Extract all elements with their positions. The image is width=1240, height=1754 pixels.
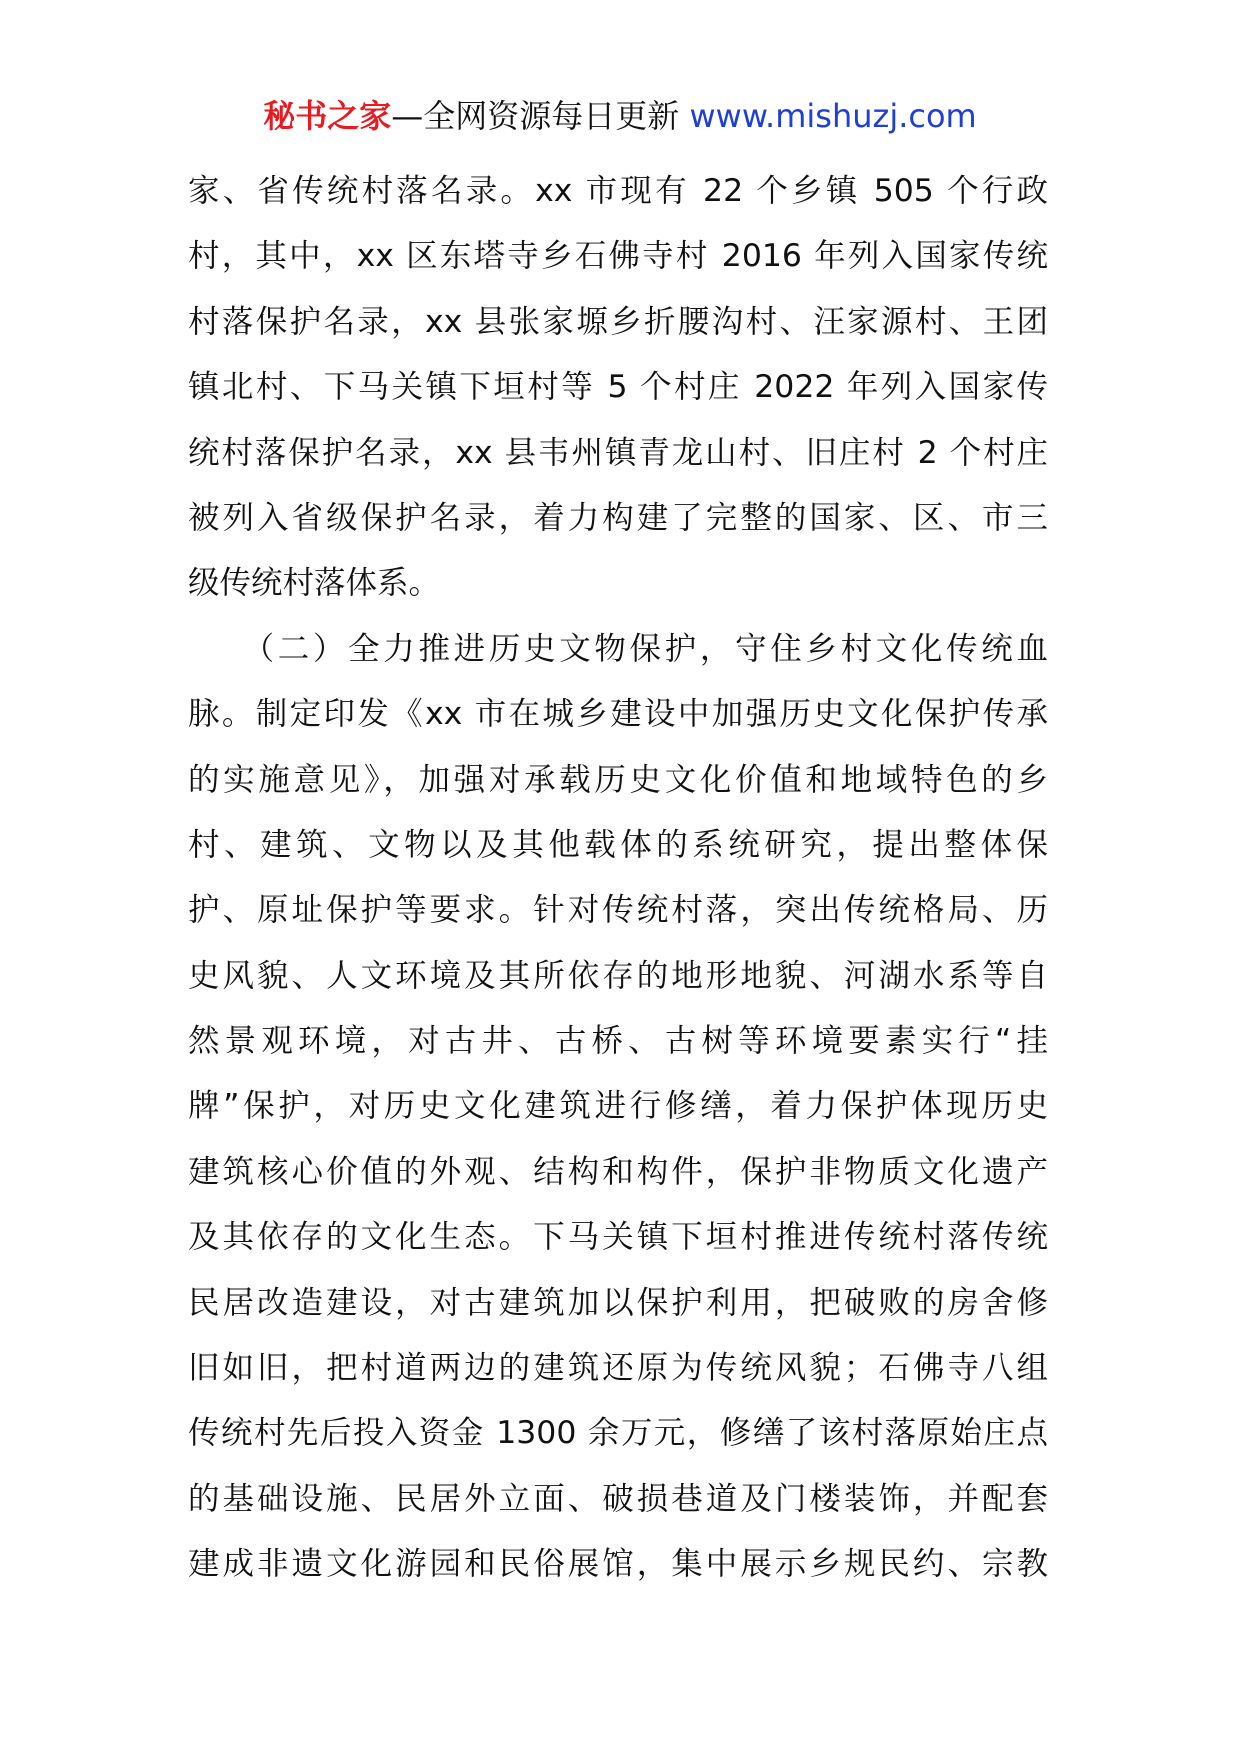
body-line: 建成非遗文化游园和民俗展馆，集中展示乡规民约、宗教 [188, 1546, 1048, 1583]
body-line: 村落保护名录，xx 县张家塬乡折腰沟村、汪家源村、王团 [188, 303, 1048, 340]
body-line: 史风貌、人文环境及其所依存的地形地貌、河湖水系等自 [188, 957, 1048, 994]
body-line: 村，其中，xx 区东塔寺乡石佛寺村 2016 年列入国家传统 [188, 238, 1048, 275]
body-line: 及其依存的文化生态。下马关镇下垣村推进传统村落传统 [188, 1219, 1048, 1256]
body-line: 护、原址保护等要求。针对传统村落，突出传统格局、历 [188, 892, 1048, 929]
site-url-link[interactable]: www.mishuzj.com [689, 97, 977, 135]
site-header [0, 96, 1240, 136]
brand-name: 秘书之家 [263, 97, 392, 135]
body-line: 建筑核心价值的外观、结构和构件，保护非物质文化遗产 [188, 1153, 1048, 1190]
paragraph-end-line: 级传统村落体系。 [188, 565, 441, 602]
body-line: 被列入省级保护名录，着力构建了完整的国家、区、市三 [188, 499, 1048, 536]
body-line: 民居改造建设，对古建筑加以保护利用，把破败的房舍修 [188, 1284, 1048, 1321]
body-line: 统村落保护名录，xx 县韦州镇青龙山村、旧庄村 2 个村庄 [188, 434, 1048, 471]
header-tagline: —全网资源每日更新 [391, 97, 680, 135]
section-heading-line: （二）全力推进历史文物保护，守住乡村文化传统血 [188, 630, 1048, 667]
body-line: 脉。制定印发《xx 市在城乡建设中加强历史文化保护传承 [188, 696, 1048, 733]
body-line: 村、建筑、文物以及其他载体的系统研究，提出整体保 [188, 826, 1048, 863]
document-body [188, 164, 1048, 1603]
body-line: 传统村先后投入资金 1300 余万元，修缮了该村落原始庄点 [188, 1415, 1048, 1452]
body-line: 旧如旧，把村道两边的建筑还原为传统风貌；石佛寺八组 [188, 1350, 1048, 1387]
body-line: 家、省传统村落名录。xx 市现有 22 个乡镇 505 个行政 [188, 173, 1048, 209]
body-line: 然景观环境，对古井、古桥、古树等环境要素实行“挂 [188, 1023, 1048, 1060]
body-line: 的基础设施、民居外立面、破损巷道及门楼装饰，并配套 [188, 1480, 1048, 1517]
body-line: 镇北村、下马关镇下垣村等 5 个村庄 2022 年列入国家传 [188, 369, 1048, 406]
body-line: 牌”保护，对历史文化建筑进行修缮，着力保护体现历史 [188, 1088, 1048, 1125]
body-line: 的实施意见》，加强对承载历史文化价值和地域特色的乡 [188, 761, 1048, 798]
